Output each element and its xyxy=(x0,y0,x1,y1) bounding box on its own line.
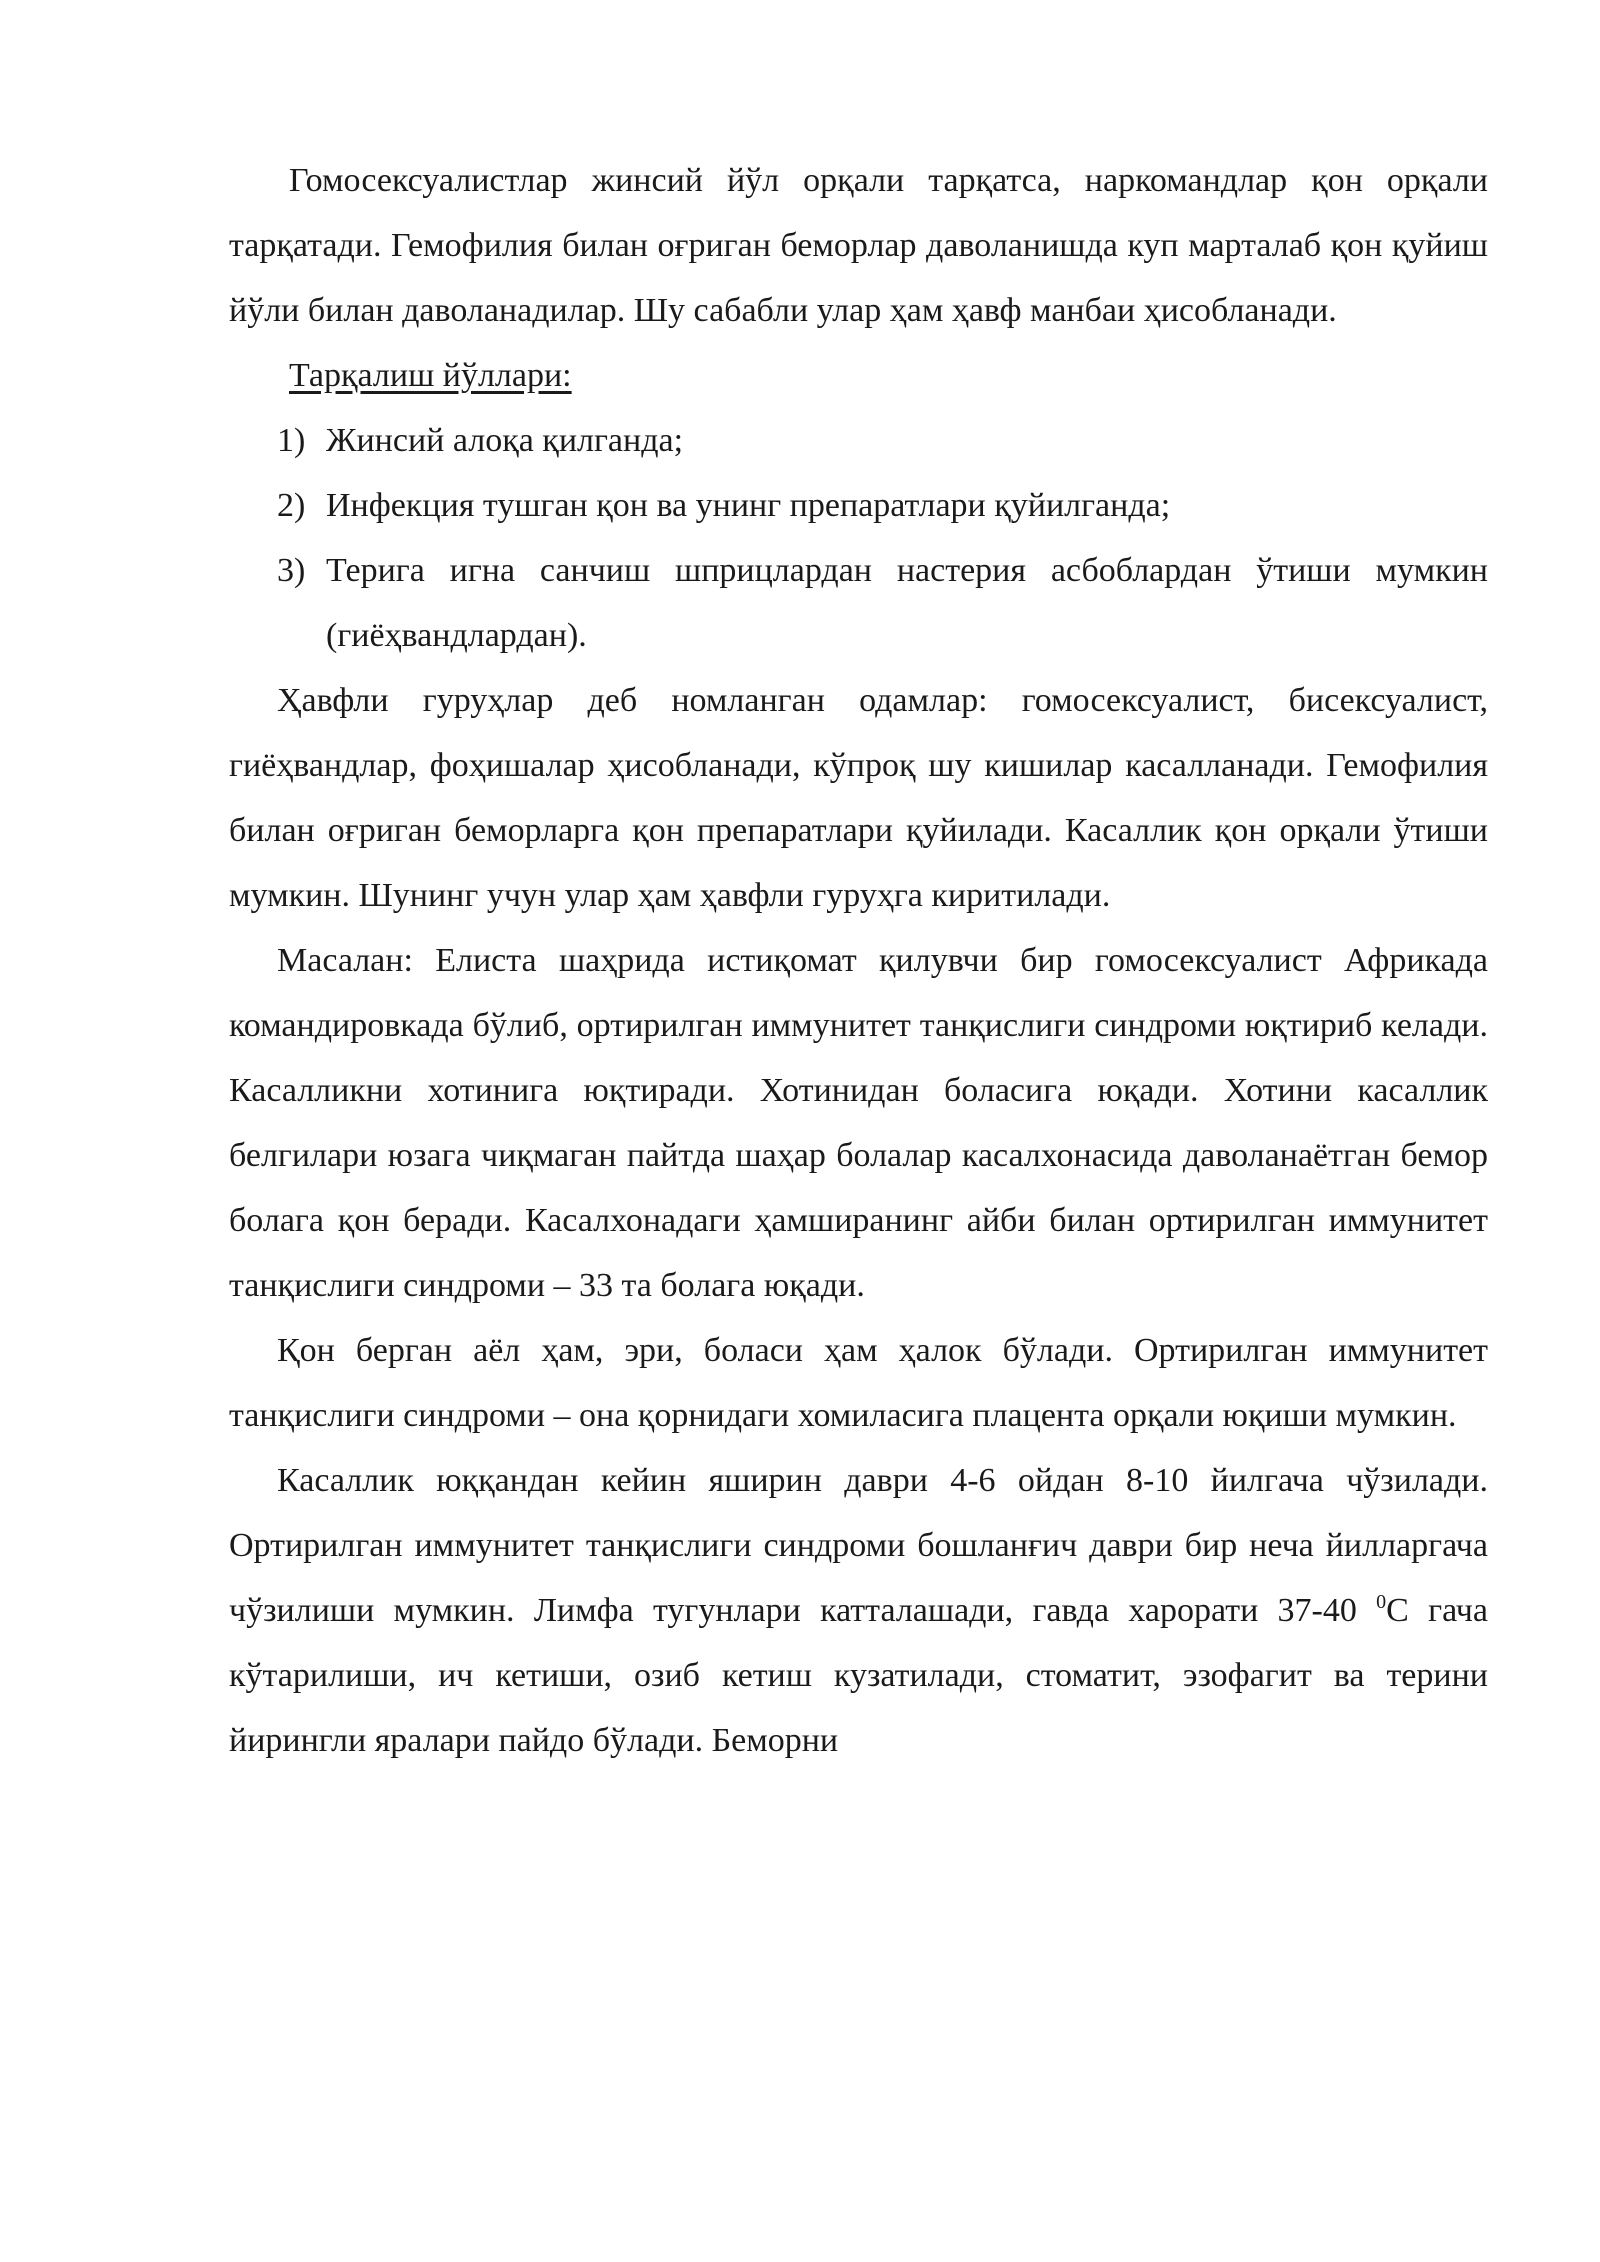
section-heading-text: Тарқалиш йўллари: xyxy=(289,357,572,394)
paragraph-4: Қон берган аёл ҳам, эри, боласи ҳам ҳалок бўлади. Ортирилган иммунитет танқислиги синдроми – она қорнидаги хомиласига плацента орқали юқиши мумкин. xyxy=(229,1332,1488,1434)
section-heading xyxy=(229,343,1488,408)
degree-superscript: 0 xyxy=(1376,1591,1387,1613)
paragraph-5-part-2: С гача кўтарилиши, ич кетиши, озиб кетиш кузатилади, стоматит, эзофагит ва терини йирингли яралари пайдо бўлади. Беморни xyxy=(229,1592,1489,1759)
list-item xyxy=(229,538,1488,668)
paragraph-3: Масалан: Елиста шаҳрида истиқомат қилувчи бир гомосексуалист Африкада командировкада бўлиб, ортирилган иммунитет танқислиги синдроми юқтириб келади. Касалликни хотинига юқтиради. Хотинидан боласига юқади. Хотини касаллик белгилари юзага чиқмаган пайтда шаҳар болалар касалхонасида даволанаётган бемор болага қон беради. Касалхонадаги ҳамширанинг айби билан ортирилган иммунитет танқислиги синдроми – 33 та болага юқади. xyxy=(229,942,1488,1304)
transmission-routes-list xyxy=(229,408,1488,668)
list-item-number: 1) xyxy=(277,422,306,459)
list-item-text: Терига игна санчиш шприцлардан настерия асбоблардан ўтиши мумкин (гиёҳвандлардан). xyxy=(326,552,1488,654)
list-item-text: Инфекция тушган қон ва унинг препаратлари қуйилганда; xyxy=(326,487,1171,524)
paragraph-5-part-1: Касаллик юққандан кейин яширин даври 4-6 ойдан 8-10 йилгача чўзилади. Ортирилган иммунитет танқислиги синдроми бошланғич даври бир неча йилларгача чўзилиши мумкин. Лимфа тугунлари катталашади, гавда харорати 37-40 xyxy=(229,1462,1488,1629)
paragraph-2: Ҳавфли гуруҳлар деб номланган одамлар: гомосексуалист, бисексуалист, гиёҳвандлар, фоҳишалар ҳисобланади, кўпроқ шу кишилар касалланади. Гемофилия билан оғриган беморларга қон препаратлари қуйилади. Касаллик қон орқали ўтиши мумкин. Шунинг учун улар ҳам ҳавфли гуруҳга киритилади. xyxy=(229,682,1488,914)
document-body xyxy=(229,148,1488,1773)
list-item-text: Жинсий алоқа қилганда; xyxy=(326,422,684,459)
list-item-number: 2) xyxy=(277,487,306,524)
list-item xyxy=(229,408,1488,473)
paragraph-1: Гомосексуалистлар жинсий йўл орқали тарқатса, наркомандлар қон орқали тарқатади. Гемофилия билан оғриган беморлар даволанишда куп марталаб қон қуйиш йўли билан даволанадилар. Шу сабабли улар ҳам ҳавф манбаи ҳисобланади. xyxy=(229,162,1488,329)
paragraph-5 xyxy=(229,1448,1488,1773)
list-item xyxy=(229,473,1488,538)
list-item-number: 3) xyxy=(277,552,306,589)
